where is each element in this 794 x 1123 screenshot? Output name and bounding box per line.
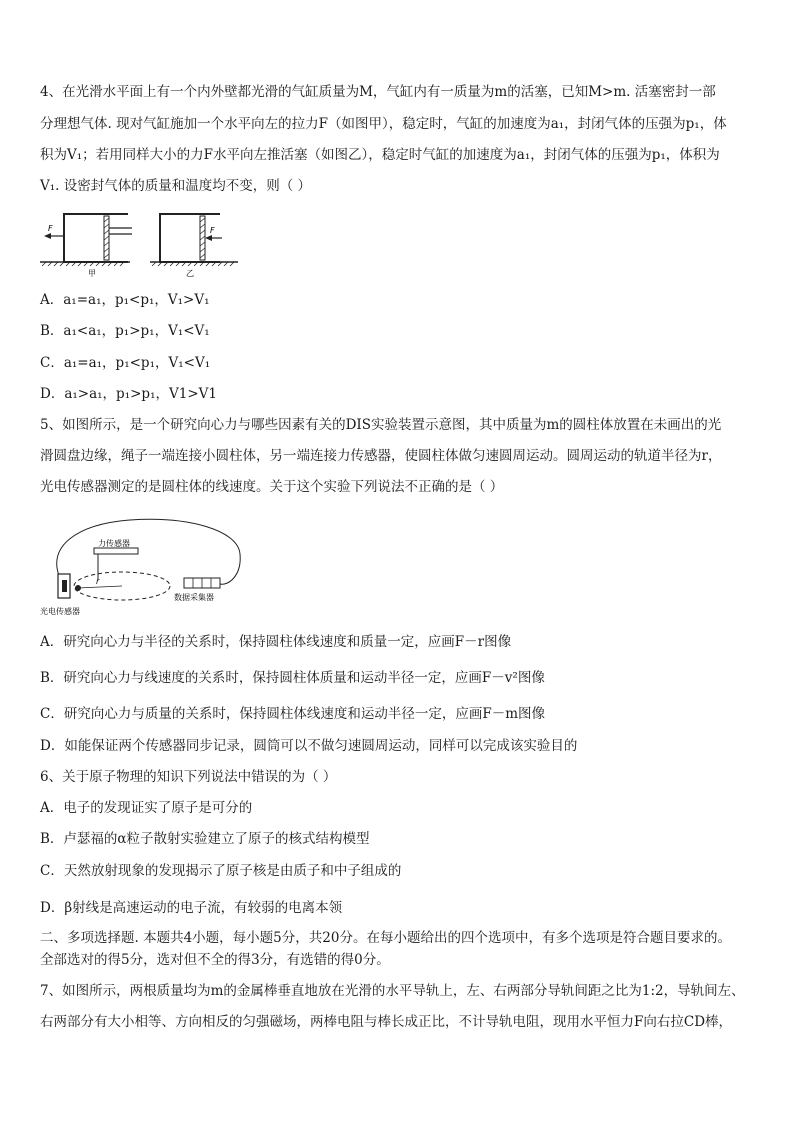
q5-option-d: D．如能保证两个传感器同步记录，圆筒可以不做匀速圆周运动，同样可以完成该实验目的 xyxy=(40,738,578,754)
q5-stem-line-1: 5、如图所示，是一个研究向心力与哪些因素有关的DIS实验装置示意图，其中质量为m的圆柱体放置在未画出的光 xyxy=(40,417,722,433)
q4-fig-label-F2: F xyxy=(210,226,215,235)
q4-option-a: A．a₁=a₁，p₁<p₁，V₁>V₁ xyxy=(40,292,210,308)
q4-option-d: D．a₁>a₁，p₁>p₁，V1>V1 xyxy=(40,386,217,402)
q4-fig-caption-yi: 乙 xyxy=(186,269,194,278)
q4-stem-line-1: 4、在光滑水平面上有一个内外壁都光滑的气缸质量为M，气缸内有一质量为m的活塞，已知M>m. 活塞密封一部 xyxy=(40,84,716,100)
q4-stem-line-3: 积为V₁；若用同样大小的力F水平向左推活塞（如图乙），稳定时气缸的加速度为a₁，封闭气体的压强为p₁，体积为 xyxy=(40,147,720,163)
cylinder-jia xyxy=(40,214,132,278)
q5-dis-diagram xyxy=(38,508,248,620)
q4-stem-line-4: V₁. 设密封气体的质量和温度均不变，则（ ） xyxy=(40,178,312,194)
q6-stem: 6、关于原子物理的知识下列说法中错误的为（ ） xyxy=(40,769,337,785)
q4-stem-line-2: 分理想气体. 现对气缸施加一个水平向左的拉力F（如图甲），稳定时，气缸的加速度为a₁，封闭气体的压强为p₁，体 xyxy=(40,116,727,132)
q4-option-c: C．a₁=a₁，p₁<p₁，V₁<V₁ xyxy=(40,355,211,371)
q5-stem-line-3: 光电传感器测定的是圆柱体的线速度。关于这个实验下列说法不正确的是（ ） xyxy=(40,479,504,495)
q5-option-b: B．研究向心力与线速度的关系时，保持圆柱体质量和运动半径一定，应画F－v²图像 xyxy=(40,670,545,686)
q6-option-c: C．天然放射现象的发现揭示了原子核是由质子和中子组成的 xyxy=(40,863,402,879)
q5-fig-data-collector-label: 数据采集器 xyxy=(174,593,214,602)
q7-stem-line-1: 7、如图所示，两根质量均为m的金属棒垂直地放在光滑的水平导轨上，左、右两部分导轨间距之比为1:2，导轨间左、 xyxy=(40,983,745,999)
q4-fig-caption-jia: 甲 xyxy=(88,269,96,278)
q6-option-b: B．卢瑟福的α粒子散射实验建立了原子的核式结构模型 xyxy=(40,831,370,847)
q4-option-b: B．a₁<a₁，p₁>p₁，V₁<V₁ xyxy=(40,323,210,339)
q5-option-c: C．研究向心力与质量的关系时，保持圆柱体线速度和运动半径一定，应画F－m图像 xyxy=(40,706,545,722)
q4-fig-label-F1: F xyxy=(48,224,53,233)
q5-fig-r-label: r xyxy=(96,577,100,586)
q5-fig-photo-sensor-label: 光电传感器 xyxy=(40,607,80,616)
section2-heading-line-2: 全部选对的得5分，选对但不全的得3分，有选错的得0分。 xyxy=(40,952,390,968)
q4-cylinder-figure xyxy=(40,206,240,278)
q5-dis-figure xyxy=(38,508,248,620)
q5-fig-force-sensor-label: 力传感器 xyxy=(98,539,130,548)
q6-option-a: A．电子的发现证实了原子是可分的 xyxy=(40,800,253,816)
q6-option-d: D．β射线是高速运动的电子流，有较弱的电离本领 xyxy=(40,900,343,916)
q5-option-a: A．研究向心力与半径的关系时，保持圆柱体线速度和质量一定，应画F－r图像 xyxy=(40,634,512,650)
section2-heading-line-1: 二、多项选择题. 本题共4小题，每小题5分，共20分。在每小题给出的四个选项中，有多个选项是符合题目要求的。 xyxy=(40,930,731,946)
q4-cylinder-diagram xyxy=(40,206,240,278)
q7-stem-line-2: 右两部分有大小相等、方向相反的匀强磁场，两棒电阻与棒长成正比，不计导轨电阻，现用水平恒力F向右拉CD棒， xyxy=(40,1014,733,1030)
q5-stem-line-2: 滑圆盘边缘，绳子一端连接小圆柱体，另一端连接力传感器，使圆柱体做匀速圆周运动。圆周运动的轨道半径为r， xyxy=(40,448,722,464)
cylinder-yi xyxy=(150,214,238,278)
